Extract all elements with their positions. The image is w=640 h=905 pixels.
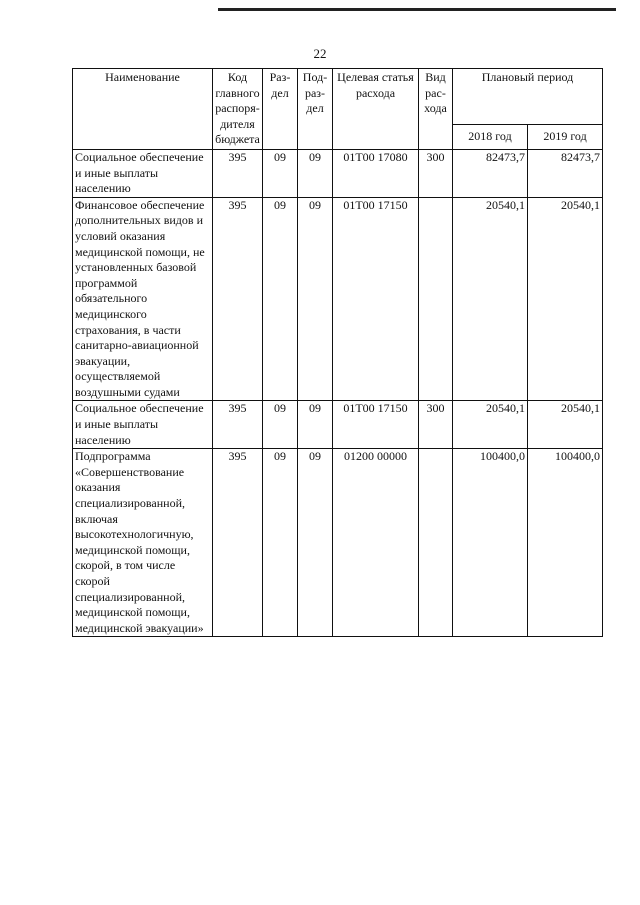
- row-code: 395: [213, 401, 263, 449]
- row-type: 300: [419, 149, 453, 197]
- row-subsection: 09: [298, 197, 333, 401]
- table-row: [73, 449, 603, 637]
- row-name: Подпрограмма «Совершенствование оказания специализированной, включая высокотехнологичную, медицинской помощи, скорой, в том числе скорой специализированной, медицинской помощи, медицинской эвакуации»: [73, 449, 213, 637]
- row-2018: 100400,0: [453, 449, 528, 637]
- header-name: Наименование: [73, 69, 213, 150]
- budget-table: [72, 68, 603, 637]
- header-subsection: Под- раз- дел: [298, 69, 333, 150]
- row-section: 09: [263, 449, 298, 637]
- header-section: Раз- дел: [263, 69, 298, 150]
- row-section: 09: [263, 149, 298, 197]
- header-period: Плановый период: [453, 69, 603, 125]
- row-2018: 82473,7: [453, 149, 528, 197]
- row-section: 09: [263, 401, 298, 449]
- row-name: Финансовое обеспечение дополнительных видов и условий оказания медицинской помощи, не установленных базовой программой обязательного медицинского страхования, в части санитарно-авиационной эвакуации, осуществляемой воздушными судами: [73, 197, 213, 401]
- row-subsection: 09: [298, 149, 333, 197]
- header-2019: 2019 год: [528, 124, 603, 149]
- header-code: Код главного распоря- дителя бюджета: [213, 69, 263, 150]
- row-type: [419, 197, 453, 401]
- row-target: 01200 00000: [333, 449, 419, 637]
- row-target: 01Т00 17150: [333, 401, 419, 449]
- row-code: 395: [213, 197, 263, 401]
- table-row: [73, 149, 603, 197]
- row-target: 01Т00 17150: [333, 197, 419, 401]
- row-type: [419, 449, 453, 637]
- row-name: Социальное обеспечение и иные выплаты населению: [73, 401, 213, 449]
- row-name: Социальное обеспечение и иные выплаты населению: [73, 149, 213, 197]
- table-row: [73, 197, 603, 401]
- row-subsection: 09: [298, 449, 333, 637]
- header-target: Целевая статья расхода: [333, 69, 419, 150]
- row-2019: 20540,1: [528, 197, 603, 401]
- row-target: 01Т00 17080: [333, 149, 419, 197]
- row-section: 09: [263, 197, 298, 401]
- row-2018: 20540,1: [453, 197, 528, 401]
- row-2019: 100400,0: [528, 449, 603, 637]
- row-code: 395: [213, 149, 263, 197]
- row-2019: 82473,7: [528, 149, 603, 197]
- row-type: 300: [419, 401, 453, 449]
- top-rule: [218, 8, 616, 11]
- row-2018: 20540,1: [453, 401, 528, 449]
- table-row: [73, 401, 603, 449]
- row-2019: 20540,1: [528, 401, 603, 449]
- header-2018: 2018 год: [453, 124, 528, 149]
- header-type: Вид рас- хода: [419, 69, 453, 150]
- page-number: 22: [313, 46, 327, 61]
- row-code: 395: [213, 449, 263, 637]
- row-subsection: 09: [298, 401, 333, 449]
